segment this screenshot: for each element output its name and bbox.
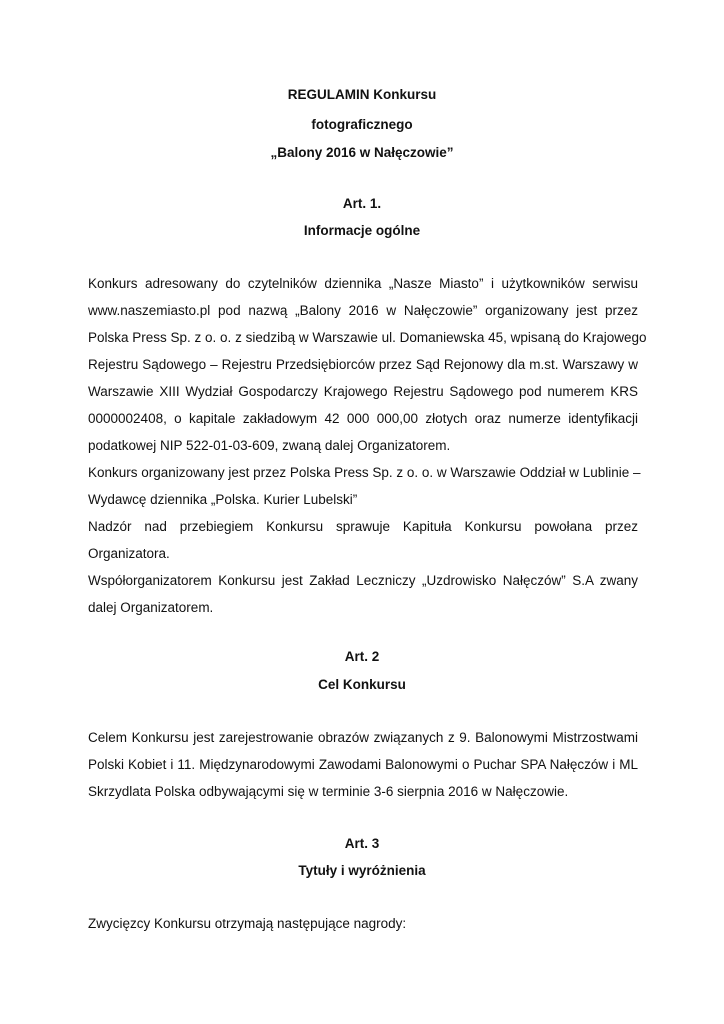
paragraph-line: Wydawcę dziennika „Polska. Kurier Lubelski” [88,492,358,507]
art1-paragraph-1 [88,270,647,459]
art1-paragraph-2 [88,459,641,513]
art3-number: Art. 3 [344,836,380,851]
paragraph-line: Konkurs adresowany do czytelników dziennika „Nasze Miasto” i użytkowników serwisu [88,276,638,291]
document-title-line-2: fotograficznego [311,117,413,132]
paragraph-line: Skrzydlata Polska odbywającymi się w terminie 3-6 sierpnia 2016 w Nałęczowie. [88,784,569,799]
paragraph-line: Współorganizatorem Konkursu jest Zakład Leczniczy „Uzdrowisko Nałęczów” S.A zwany [88,573,638,588]
paragraph-line: Rejestru Sądowego – Rejestru Przedsiębiorców przez Sąd Rejonowy dla m.st. Warszawy w [88,357,638,372]
paragraph-line: Celem Konkursu jest zarejestrowanie obrazów związanych z 9. Balonowymi Mistrzostwami [88,730,638,745]
paragraph-line: Polska Press Sp. z o. o. z siedzibą w Warszawie ul. Domaniewska 45, wpisaną do Krajowego [88,330,647,345]
paragraph-line: Zwycięzcy Konkursu otrzymają następujące nagrody: [88,916,407,931]
art1-number: Art. 1. [342,196,382,211]
art2-heading: Cel Konkursu [318,677,406,692]
art1-paragraph-3 [88,513,638,567]
paragraph-line: 0000002408, o kapitale zakładowym 42 000 000,00 złotych oraz numerze identyfikacji [88,411,638,426]
paragraph-line: Nadzór nad przebiegiem Konkursu sprawuje Kapituła Konkursu powołana przez [88,519,638,534]
art1-heading: Informacje ogólne [303,223,421,238]
paragraph-line: Polski Kobiet i 11. Międzynarodowymi Zawodami Balonowymi o Puchar SPA Nałęczów i ML [88,757,638,772]
paragraph-line: Konkurs organizowany jest przez Polska Press Sp. z o. o. w Warszawie Oddział w Lublinie – [88,465,641,480]
art2-paragraph-1 [88,724,638,805]
document-title-line-1: REGULAMIN Konkursu [287,87,437,102]
paragraph-line: dalej Organizatorem. [88,600,214,615]
document-title-line-3: „Balony 2016 w Nałęczowie” [270,145,454,160]
paragraph-line: www.naszemiasto.pl pod nazwą „Balony 2016 w Nałęczowie” organizowany jest przez [88,303,638,318]
art2-number: Art. 2 [344,649,380,664]
art1-paragraph-4 [88,567,638,621]
art3-heading: Tytuły i wyróżnienia [298,863,426,878]
paragraph-line: podatkowej NIP 522-01-03-609, zwaną dalej Organizatorem. [88,438,451,453]
art3-paragraph-1 [88,910,638,937]
paragraph-line: Organizatora. [88,546,170,561]
paragraph-line: Warszawie XIII Wydział Gospodarczy Krajowego Rejestru Sądowego pod numerem KRS [88,384,638,399]
